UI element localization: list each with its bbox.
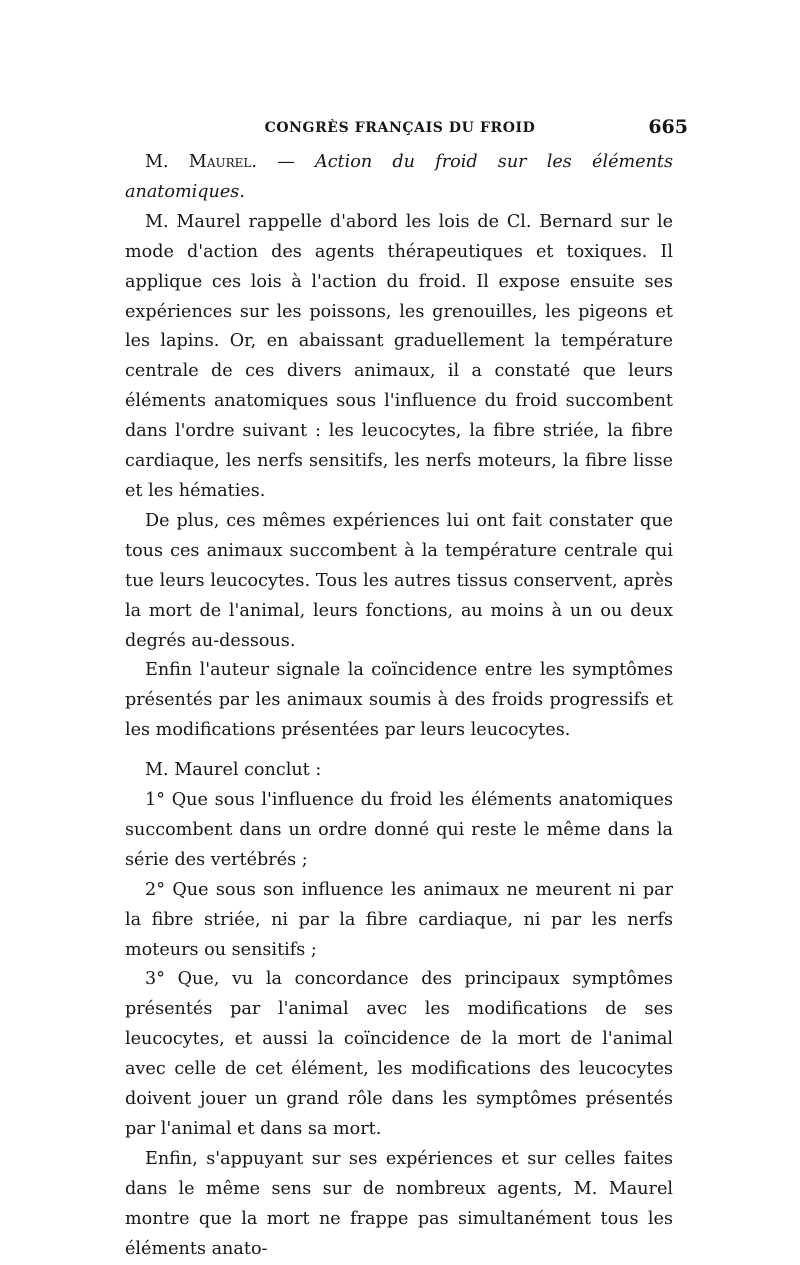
paragraph-symptoms: Enfin l'auteur signale la coïncidence entre les symptômes présentés par les animaux soumis à des froids progressifs et les modifications présentées par leurs leucocytes. [125, 660, 673, 741]
running-head [120, 116, 688, 140]
heading-dash: — [277, 152, 295, 172]
heading-title: Action du froid sur les éléments anatomiques. [125, 152, 674, 202]
paragraph-final: Enfin, s'appuyant sur ses expériences et sur celles faites dans le même sens sur de nombreux agents, M. Maurel montre que la mort ne frappe pas simultanément tous les éléments anato- [125, 1148, 673, 1259]
paragraph-conclusion-intro: M. Maurel conclut : [145, 760, 322, 781]
running-title: CONGRÈS FRANÇAIS DU FROID [264, 120, 536, 136]
section-heading [125, 148, 673, 208]
paragraph-intro: M. Maurel rappelle d'abord les lois de Cl. Bernard sur le mode d'action des agents thérapeutiques et toxiques. Il applique ces lois à l'action du froid. Il expose ensuite ses expériences sur les poissons, les grenouilles, les pigeons et les lapins. Or, en abaissant graduellement la température centrale de ces divers animaux, il a constaté que leurs éléments anatomiques sous l'influence du froid succombent dans l'ordre suivant : les leucocytes, la fibre striée, la fibre cardiaque, les nerfs sensitifs, les nerfs moteurs, la fibre lisse et les hématies. [125, 211, 673, 501]
body-text [125, 148, 673, 1265]
page-number: 665 [648, 116, 688, 138]
conclusion-item-2: 2° Que sous son influence les animaux ne meurent ni par la fibre striée, ni par la fibre cardiaque, ni par les nerfs moteurs ou sensitifs ; [125, 879, 673, 960]
conclusion-item-1: 1° Que sous l'influence du froid les éléments anatomiques succombent dans un ordre donné qui reste le même dans la série des vertébrés ; [125, 790, 673, 870]
heading-author: M. Maurel. [145, 152, 257, 172]
paragraph-findings: De plus, ces mêmes expériences lui ont fait constater que tous ces animaux succombent à la température centrale qui tue leurs leucocytes. Tous les autres tissus conservent, après la mort de l'animal, leurs fonctions, au moins à un ou deux degrés au-dessous. [125, 510, 673, 651]
conclusion-item-3: 3° Que, vu la concordance des principaux symptômes présentés par l'animal avec les modifications de ses leucocytes, et aussi la coïncidence de la mort de l'animal avec celle de cet élément, les modifications des leucocytes doivent jouer un grand rôle dans les symptômes présentés par l'animal et dans sa mort. [125, 969, 673, 1139]
